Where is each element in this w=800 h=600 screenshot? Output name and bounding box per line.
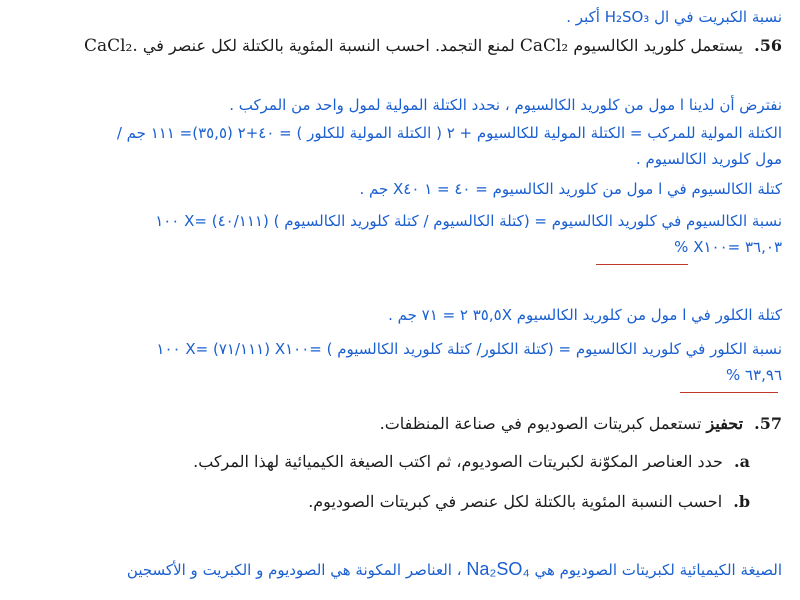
answer-text: نفترض أن لدينا ا مول من كلوريد الكالسيوم ، نحدد الكتلة المولية لمول واحد من المركب . [229,96,782,114]
answer-line-6 [10,238,782,257]
question-text-b: لمنع التجمد. احسب النسبة المئوية بالكتلة لكل عنصر في [142,36,515,55]
answer-line-sulfur [10,8,782,27]
question-keyword: تحفيز [706,414,744,433]
question-56 [10,36,782,57]
answer-text: ٣٦,٠٣ =X١٠٠ % [674,238,782,256]
question-57a [10,452,750,472]
part-text: حدد العناصر المكوّنة لكبريتات الصوديوم، ثم اكتب الصيغة الكيميائية لهذا المركب. [193,452,723,471]
answer-line-4 [10,180,782,199]
red-underline [596,264,688,265]
answer-text: نسبة الكلور في كلوريد الكالسيوم = (كتلة الكلور/ كتلة كلوريد الكالسيوم ) =X١٠٠ (٧١/١١١) =X ١٠٠ [156,340,782,358]
red-underline [680,392,778,393]
answer-line-2 [10,124,782,143]
answer-text: ٦٣,٩٦ % [725,366,782,384]
answer-text-part1: الصيغة الكيميائية لكبريتات الصوديوم هي [534,561,782,579]
question-number: 56. [754,36,782,55]
answer-text: نسبة الكبريت في ال H₂SO₃ أكبر . [566,8,782,26]
part-letter: a. [734,452,750,471]
answer-line-5 [10,212,782,231]
answer-line-10 [10,558,782,581]
formula-cacl2-end: CaCl₂. [83,36,138,56]
question-57 [10,414,782,434]
question-57b [10,492,750,512]
answer-line-3 [10,150,782,169]
formula-na2so4: Na₂SO₄ [466,559,530,579]
answer-text: مول كلوريد الكالسيوم . [635,150,782,168]
formula-cacl2: CaCl₂ [519,36,569,56]
answer-text-part2: ، العناصر المكونة هي الصوديوم و الكبريت و الأكسجين [126,561,462,579]
part-text: احسب النسبة المئوية بالكتلة لكل عنصر في كبريتات الصوديوم. [308,492,723,511]
answer-line-9 [10,366,782,385]
answer-line-1 [10,96,782,115]
answer-line-7 [10,306,782,325]
question-text: تستعمل كبريتات الصوديوم في صناعة المنظفات. [379,414,702,433]
answer-text: نسبة الكالسيوم في كلوريد الكالسيوم = (كتلة الكالسيوم / كتلة كلوريد الكالسيوم ) (٤٠/١١١) =X ١٠٠ [155,212,782,230]
answer-text: كتلة الكالسيوم في ا مول من كلوريد الكالسيوم = ٤٠ = ١ X٤٠ جم . [359,180,782,198]
part-letter: b. [733,492,750,511]
question-text-a: يستعمل كلوريد الكالسيوم [573,36,744,55]
answer-text: كتلة الكلور في ا مول من كلوريد الكالسيوم ٣٥,٥X ٢ = ٧١ جم . [388,306,782,324]
question-number: 57. [754,414,782,433]
answer-line-8 [10,340,782,359]
answer-text: الكتلة المولية للمركب = الكتلة المولية للكالسيوم + ٢ ( الكتلة المولية للكلور ) = ٤٠+٢ (٣٥,٥)= ١١١ جم / [116,124,782,142]
